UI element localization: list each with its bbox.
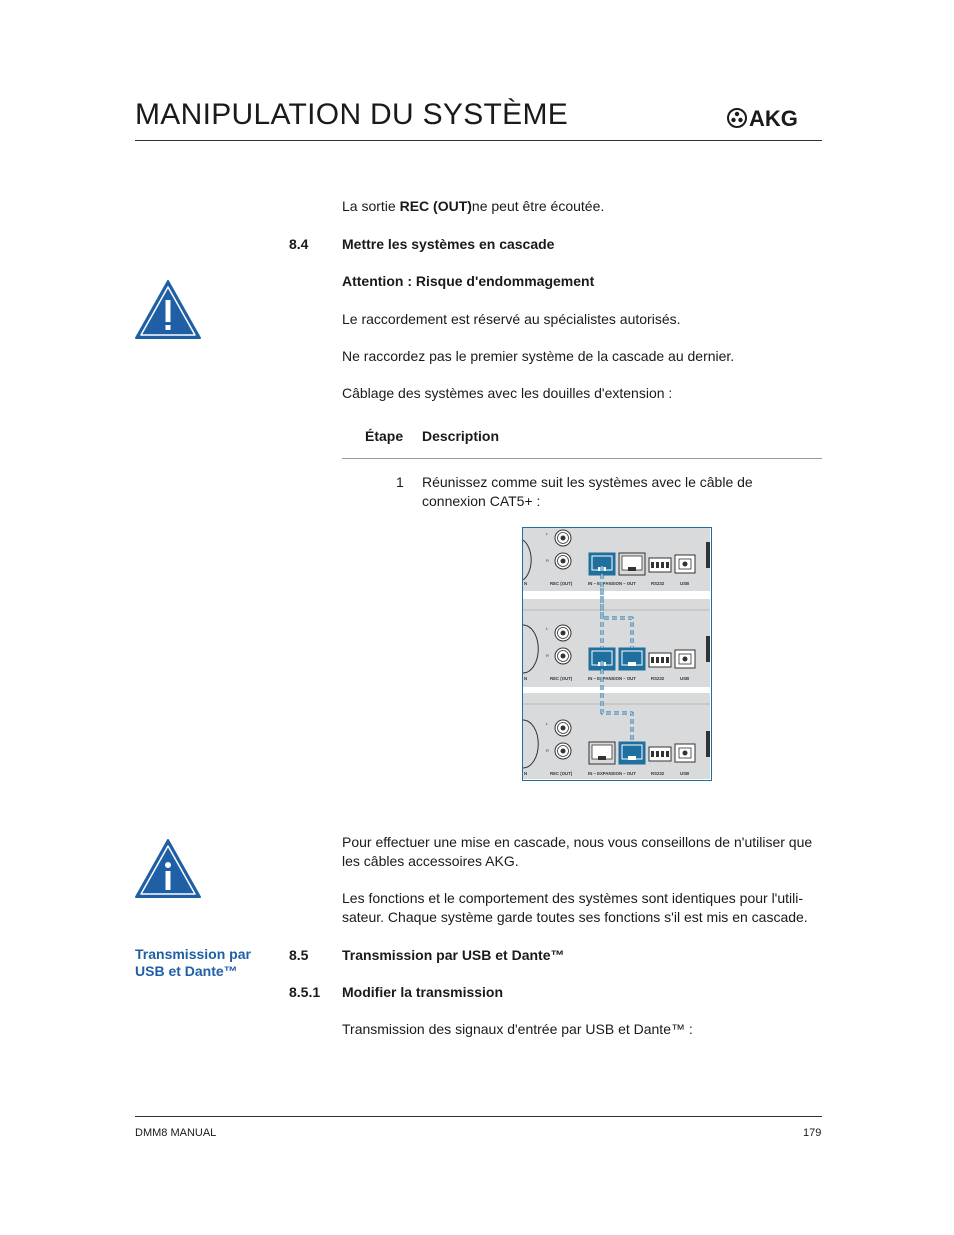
section-number-8-5: 8.5: [289, 947, 309, 963]
section-number-8-5-1: 8.5.1: [289, 984, 321, 1000]
svg-text:USB: USB: [680, 676, 690, 681]
warning-line-1: Le raccordement est réservé au spécialistes autorisés.: [342, 311, 681, 327]
device-panel-2: [523, 599, 710, 687]
svg-text:RS232: RS232: [651, 771, 665, 776]
cascade-diagram: [522, 527, 712, 781]
svg-text:L: L: [546, 721, 549, 726]
svg-text:N: N: [524, 676, 528, 681]
sidebar-label: Transmission par USB et Dante™: [135, 946, 251, 979]
header-rule: [135, 140, 822, 141]
svg-text:RS232: RS232: [651, 676, 665, 681]
svg-text:N: N: [524, 581, 528, 586]
info-icon: [134, 838, 202, 899]
warning-triangle-icon: [134, 279, 202, 340]
expansion-in-port-icon: [589, 553, 615, 575]
info-paragraph-1: Pour effectuer une mise en cascade, nous vous conseillons de n'utiliser que les câbles accessoires AKG.: [342, 834, 813, 869]
table-row-description: Réunissez comme suit les systèmes avec le câble de connexion CAT5+ :: [422, 474, 753, 509]
section-heading-8-4: Mettre les systèmes en cascade: [342, 236, 555, 252]
table-header-step: Étape: [365, 428, 404, 444]
jack-r-icon: [555, 553, 571, 569]
info-paragraph-2: Les fonctions et le comportement des systèmes sont identiques pour l'utili- sateur. Chaque système garde toutes ses fonctions s'il est mis en cascade.: [342, 890, 808, 925]
cascade-diagram-svg: [523, 528, 710, 779]
footer-page-number: 179: [803, 1127, 822, 1139]
footer-rule: [135, 1116, 822, 1117]
label-l: L: [546, 531, 549, 536]
svg-text:IN – EXPANSION – OUT: IN – EXPANSION – OUT: [588, 676, 636, 681]
table-header-description: Description: [422, 428, 500, 444]
svg-text:N: N: [524, 771, 528, 776]
transmission-intro: Transmission des signaux d'entrée par USB et Dante™ :: [342, 1021, 693, 1037]
table-divider: [342, 458, 822, 459]
jack-l-icon: [555, 530, 571, 546]
svg-text:IN – EXPANSION – OUT: IN – EXPANSION – OUT: [588, 771, 636, 776]
akg-logo: [727, 104, 823, 132]
table-row-step: 1: [396, 474, 404, 490]
page-title: MANIPULATION DU SYSTÈME: [135, 98, 569, 131]
label-expansion: IN – EXPANSION – OUT: [588, 581, 636, 586]
warning-heading: Attention : Risque d'endommagement: [342, 273, 595, 289]
rs232-port-icon: [649, 558, 671, 572]
svg-text:USB: USB: [680, 771, 690, 776]
intro-text: La sortie REC (OUT)ne peut être écoutée.: [342, 198, 605, 214]
label-rec-out: REC (OUT): [550, 581, 573, 586]
label-r: R: [546, 558, 549, 563]
svg-text:REC (OUT): REC (OUT): [550, 676, 573, 681]
section-heading-8-5: Transmission par USB et Dante™: [342, 947, 565, 963]
svg-text:L: L: [546, 626, 549, 631]
usb-port-icon: [675, 555, 695, 573]
section-heading-8-5-1: Modifier la transmission: [342, 984, 504, 1000]
label-rs232: RS232: [651, 581, 665, 586]
device-panel-3: [523, 693, 710, 779]
footer-manual-name: DMM8 MANUAL: [135, 1127, 217, 1139]
section-number-8-4: 8.4: [289, 236, 309, 252]
cabling-intro: Câblage des systèmes avec les douilles d'extension :: [342, 385, 673, 401]
svg-text:R: R: [546, 748, 549, 753]
svg-text:REC (OUT): REC (OUT): [550, 771, 573, 776]
label-usb: USB: [680, 581, 690, 586]
svg-text:R: R: [546, 653, 549, 658]
warning-line-2: Ne raccordez pas le premier système de la cascade au dernier.: [342, 348, 735, 364]
logo-text: AKG: [749, 106, 798, 131]
